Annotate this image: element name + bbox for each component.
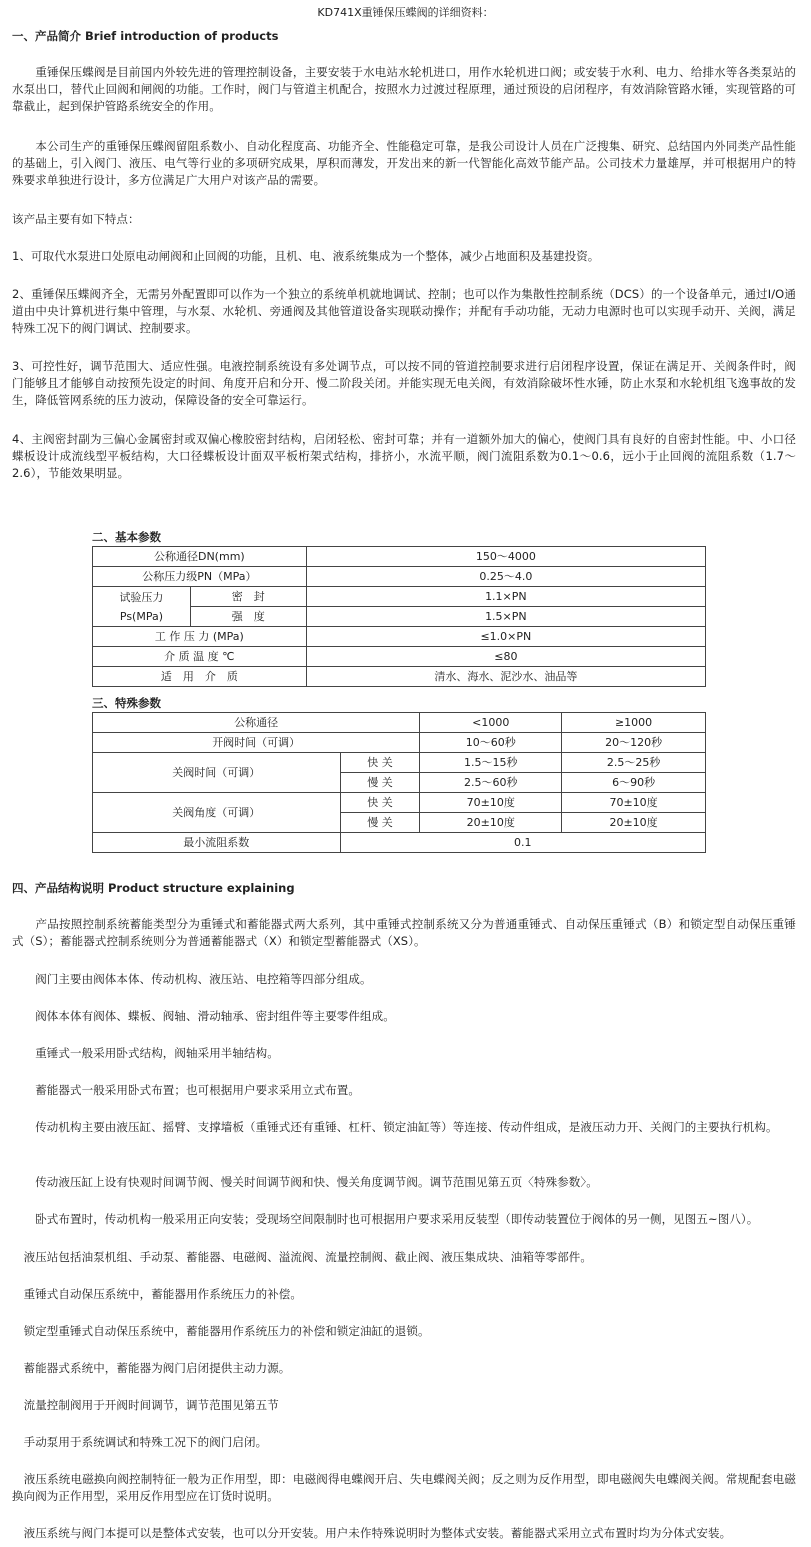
- param-value: 20～120秒: [562, 733, 706, 753]
- table-row: [93, 833, 706, 853]
- section4-paragraph: 蓄能器式一般采用卧式布置；也可根据用户要求采用立式布置。: [12, 1083, 360, 1097]
- section4-paragraph: 手动泵用于系统调试和特殊工况下的阀门启闭。: [12, 1435, 268, 1449]
- param-label: 开阀时间（可调）: [93, 733, 420, 753]
- features-intro: 该产品主要有如下特点：: [12, 212, 140, 226]
- feature-item: 1、可取代水泵进口处原电动闸阀和止回阀的功能，且机、电、液系统集成为一个整体，减少占地面积及基建投资。: [12, 249, 600, 263]
- section4-paragraph: 卧式布置时，传动机构一般采用正向安装；受现场空间限制时也可根据用户要求采用反装型（即传动装置位于阀体的另一侧，见图五~图八）。: [12, 1212, 759, 1226]
- page-title: KD741X重锤保压蝶阀的详细资料：: [317, 6, 494, 19]
- param-value: 1.1×PN: [306, 587, 705, 607]
- param-label: 关阀时间（可调）: [93, 753, 341, 793]
- section4-paragraph: 液压系统电磁换向阀控制特征一般为正作用型，即：电磁阀得电蝶阀开启、失电蝶阀关阀；反之则为反作用型，即电磁阀失电蝶阀关阀。常规配套电磁换向阀为正作用型，采用反作用型应在订货时说明。: [12, 1472, 796, 1503]
- param-label: 强 度: [190, 607, 306, 627]
- feature-item: 4、主阀密封副为三偏心金属密封或双偏心橡胶密封结构，启闭轻松、密封可靠；并有一道额外加大的偏心，使阀门具有良好的自密封性能。中、小口径蝶板设计成流线型平板结构，大口径蝶板设计面双平板桁架式结构，排挤小，水流平顺，阀门流阻系数为0.1～0.6，远小于止回阀的流阻系数（1.7～2.6），节能效果明显。: [12, 432, 796, 480]
- param-value: 20±10度: [420, 813, 562, 833]
- table-row: [93, 647, 706, 667]
- section4-paragraph: 液压系统与阀门本提可以是整体式安装，也可以分开安装。用户未作特殊说明时为整体式安装。蓄能器式采用立式布置时均为分体式安装。: [12, 1526, 732, 1540]
- param-label: 关阀角度（可调）: [93, 793, 341, 833]
- param-value: 70±10度: [420, 793, 562, 813]
- param-label: 公称通径DN(mm): [93, 547, 307, 567]
- section1-heading: 一、产品简介 Brief introduction of products: [12, 29, 279, 43]
- table-row: [93, 733, 706, 753]
- param-value: ≤1.0×PN: [306, 627, 705, 647]
- table-row: [93, 793, 706, 813]
- table-row: [93, 753, 706, 773]
- basic-params-table: [92, 546, 706, 687]
- column-header: 公称通径: [93, 713, 420, 733]
- table-row: [93, 587, 706, 607]
- param-label: 介 质 温 度 ℃: [93, 647, 307, 667]
- feature-item: 3、可控性好，调节范围大、适应性强。电液控制系统设有多处调节点，可以按不同的管道控制要求进行启闭程序设置，保证在满足开、关阀条件时，阀门能够且才能够自动按预先设定的时间、角度开启和分开、慢二阶段关闭。并能实现无电关阀，有效消除破坏性水锤，防止水泵和水轮机组飞逸事故的发生，降低管网系统的压力波动，保障设备的安全可靠运行。: [12, 359, 796, 407]
- section4-paragraph: 阀体本体有阀体、蝶板、阀轴、滑动轴承、密封组件等主要零件组成。: [12, 1009, 395, 1023]
- sub-label: 慢 关: [340, 813, 420, 833]
- section3-heading: 三、特殊参数: [92, 696, 161, 710]
- column-header: <1000: [420, 713, 562, 733]
- table-row: [93, 713, 706, 733]
- section4-paragraph: 重锤式一般采用卧式结构，阀轴采用半轴结构。: [12, 1046, 279, 1060]
- section4-paragraph: 产品按照控制系统蓄能类型分为重锤式和蓄能器式两大系列，其中重锤式控制系统又分为普通重锤式、自动保压重锤式（B）和锁定型自动保压重锤式（S）；蓄能器式控制系统则分为普通蓄能器式（X）和锁定型蓄能器式（XS）。: [12, 917, 796, 948]
- sub-label: 慢 关: [340, 773, 420, 793]
- section4-paragraph: 液压站包括油泵机组、手动泵、蓄能器、电磁阀、溢流阀、流量控制阀、截止阀、液压集成块、油箱等零部件。: [12, 1250, 592, 1264]
- param-group-label: 试验压力 Ps(MPa): [93, 587, 191, 627]
- column-header: ≥1000: [562, 713, 706, 733]
- section2-heading: 二、基本参数: [92, 530, 161, 544]
- param-value: 0.1: [340, 833, 705, 853]
- section4-paragraph: 阀门主要由阀体本体、传动机构、液压站、电控箱等四部分组成。: [12, 972, 372, 986]
- sub-label: 快 关: [340, 753, 420, 773]
- feature-item: 2、重锤保压蝶阀齐全，无需另外配置即可以作为一个独立的系统单机就地调试、控制；也可以作为集散性控制系统（DCS）的一个设备单元，通过I/O通道由中央计算机进行集中管理，与水泵、水轮机、旁通阀及其他管道设备实现联动操作；并配有手动功能，无动力电源时也可以实现手动开、关阀，满足特殊工况下的阀门调试、控制要求。: [12, 287, 796, 335]
- param-label: 密 封: [190, 587, 306, 607]
- section4-paragraph: 锁定型重锤式自动保压系统中，蓄能器用作系统压力的补偿和锁定油缸的退锁。: [12, 1324, 430, 1338]
- param-label: 适 用 介 质: [93, 667, 307, 687]
- table-row: [93, 627, 706, 647]
- section4-paragraph: 蓄能器式系统中，蓄能器为阀门启闭提供主动力源。: [12, 1361, 291, 1375]
- param-value: 10～60秒: [420, 733, 562, 753]
- sub-label: 快 关: [340, 793, 420, 813]
- param-value: 70±10度: [562, 793, 706, 813]
- param-value: 150～4000: [306, 547, 705, 567]
- param-value: 1.5×PN: [306, 607, 705, 627]
- param-label: 公称压力级PN（MPa）: [93, 567, 307, 587]
- section4-paragraph: 重锤式自动保压系统中，蓄能器用作系统压力的补偿。: [12, 1287, 302, 1301]
- table-row: [93, 567, 706, 587]
- table-row: [93, 667, 706, 687]
- section4-heading: 四、产品结构说明 Product structure explaining: [12, 881, 295, 895]
- section1-paragraph: 重锤保压蝶阀是目前国内外较先进的管理控制设备，主要安装于水电站水轮机进口，用作水轮机进口阀；或安装于水利、电力、给排水等各类泵站的水泵出口，替代止回阀和闸阀的功能。工作时，阀门与管道主机配合，按照水力过渡过程原理，通过预设的启闭程序，有效消除管路水锤，实现管路的可靠截止，起到保护管路系统安全的作用。: [12, 65, 796, 113]
- param-label: 最小流阻系数: [93, 833, 341, 853]
- param-value: 20±10度: [562, 813, 706, 833]
- table-row: [93, 547, 706, 567]
- section4-paragraph: 传动液压缸上设有快观时间调节阀、慢关时间调节阀和快、慢关角度调节阀。调节范围见第五页〈特殊参数〉。: [12, 1175, 598, 1189]
- special-params-table: [92, 712, 706, 853]
- param-value: 2.5～60秒: [420, 773, 562, 793]
- param-label: 工 作 压 力 (MPa): [93, 627, 307, 647]
- section4-paragraph: 流量控制阀用于开阀时间调节，调节范围见第五节: [12, 1398, 279, 1412]
- section1-paragraph: 本公司生产的重锤保压蝶阀留阻系数小、自动化程度高、功能齐全、性能稳定可靠，是我公司设计人员在广泛搜集、研究、总结国内外同类产品性能的基础上，引入阀门、液压、电气等行业的多项研究成果，厚积而薄发，开发出来的新一代智能化高效节能产品。公司技术力量雄厚，并可根据用户的特殊要求单独进行设计，多方位满足广大用户对该产品的需要。: [12, 139, 796, 187]
- section4-paragraph: 传动机构主要由液压缸、摇臂、支撑墙板（重锤式还有重锤、杠杆、锁定油缸等）等连接、传动件组成，是液压动力开、关阀门的主要执行机构。: [12, 1120, 778, 1134]
- param-value: 6～90秒: [562, 773, 706, 793]
- param-value: 清水、海水、泥沙水、油品等: [306, 667, 705, 687]
- param-value: 2.5～25秒: [562, 753, 706, 773]
- param-value: 1.5～15秒: [420, 753, 562, 773]
- param-value: 0.25～4.0: [306, 567, 705, 587]
- param-value: ≤80: [306, 647, 705, 667]
